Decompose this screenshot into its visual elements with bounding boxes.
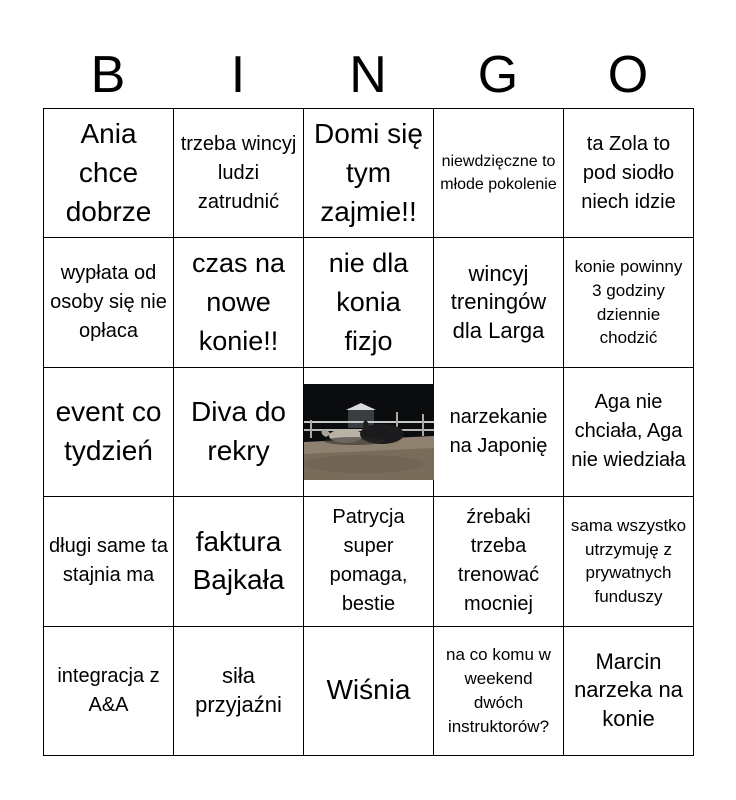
bingo-cell[interactable]: Ania chce dobrze [44, 109, 174, 238]
bingo-cell[interactable]: na co komu w weekend dwóch instruktorów? [434, 626, 564, 755]
bingo-cell[interactable]: wypłata od osoby się nie opłaca [44, 238, 174, 367]
bingo-cell[interactable]: konie powinny 3 godziny dziennie chodzić [564, 238, 694, 367]
bingo-cell[interactable]: trzeba wincyj ludzi zatrudnić [174, 109, 304, 238]
horses-lying-in-paddock-photo-icon [304, 384, 434, 480]
bingo-cell[interactable]: wincyj treningów dla Larga [434, 238, 564, 367]
bingo-cell[interactable]: Marcin narzeka na konie [564, 626, 694, 755]
header-letter-n: N [349, 46, 387, 104]
free-space-cell[interactable] [304, 367, 434, 496]
bingo-cell[interactable]: nie dla konia fizjo [304, 238, 434, 367]
bingo-cell[interactable]: siła przyjaźni [174, 626, 304, 755]
bingo-row [44, 109, 694, 238]
bingo-header [43, 44, 693, 106]
bingo-cell[interactable]: Domi się tym zajmie!! [304, 109, 434, 238]
bingo-row [44, 626, 694, 755]
bingo-cell[interactable]: długi same ta stajnia ma [44, 497, 174, 626]
bingo-grid [43, 108, 694, 756]
bingo-cell[interactable]: źrebaki trzeba trenować mocniej [434, 497, 564, 626]
bingo-cell[interactable]: narzekanie na Japonię [434, 367, 564, 496]
bingo-row [44, 367, 694, 496]
bingo-cell[interactable]: Diva do rekry [174, 367, 304, 496]
header-letter-g: G [477, 46, 519, 104]
bingo-cell[interactable]: sama wszystko utrzymuję z prywatnych funduszy [564, 497, 694, 626]
bingo-cell[interactable]: Aga nie chciała, Aga nie wiedziała [564, 367, 694, 496]
bingo-cell[interactable]: Wiśnia [304, 626, 434, 755]
bingo-cell[interactable]: integracja z A&A [44, 626, 174, 755]
bingo-row [44, 238, 694, 367]
bingo-cell[interactable]: czas na nowe konie!! [174, 238, 304, 367]
bingo-cell[interactable]: event co tydzień [44, 367, 174, 496]
bingo-cell[interactable]: faktura Bajkała [174, 497, 304, 626]
header-letter-b: B [90, 46, 126, 104]
header-letter-i: I [230, 46, 246, 104]
bingo-cell[interactable]: Patrycja super pomaga, bestie [304, 497, 434, 626]
bingo-row [44, 497, 694, 626]
bingo-cell[interactable]: niewdzięczne to młode pokolenie [434, 109, 564, 238]
header-letter-o: O [607, 46, 649, 104]
bingo-cell[interactable]: ta Zola to pod siodło niech idzie [564, 109, 694, 238]
